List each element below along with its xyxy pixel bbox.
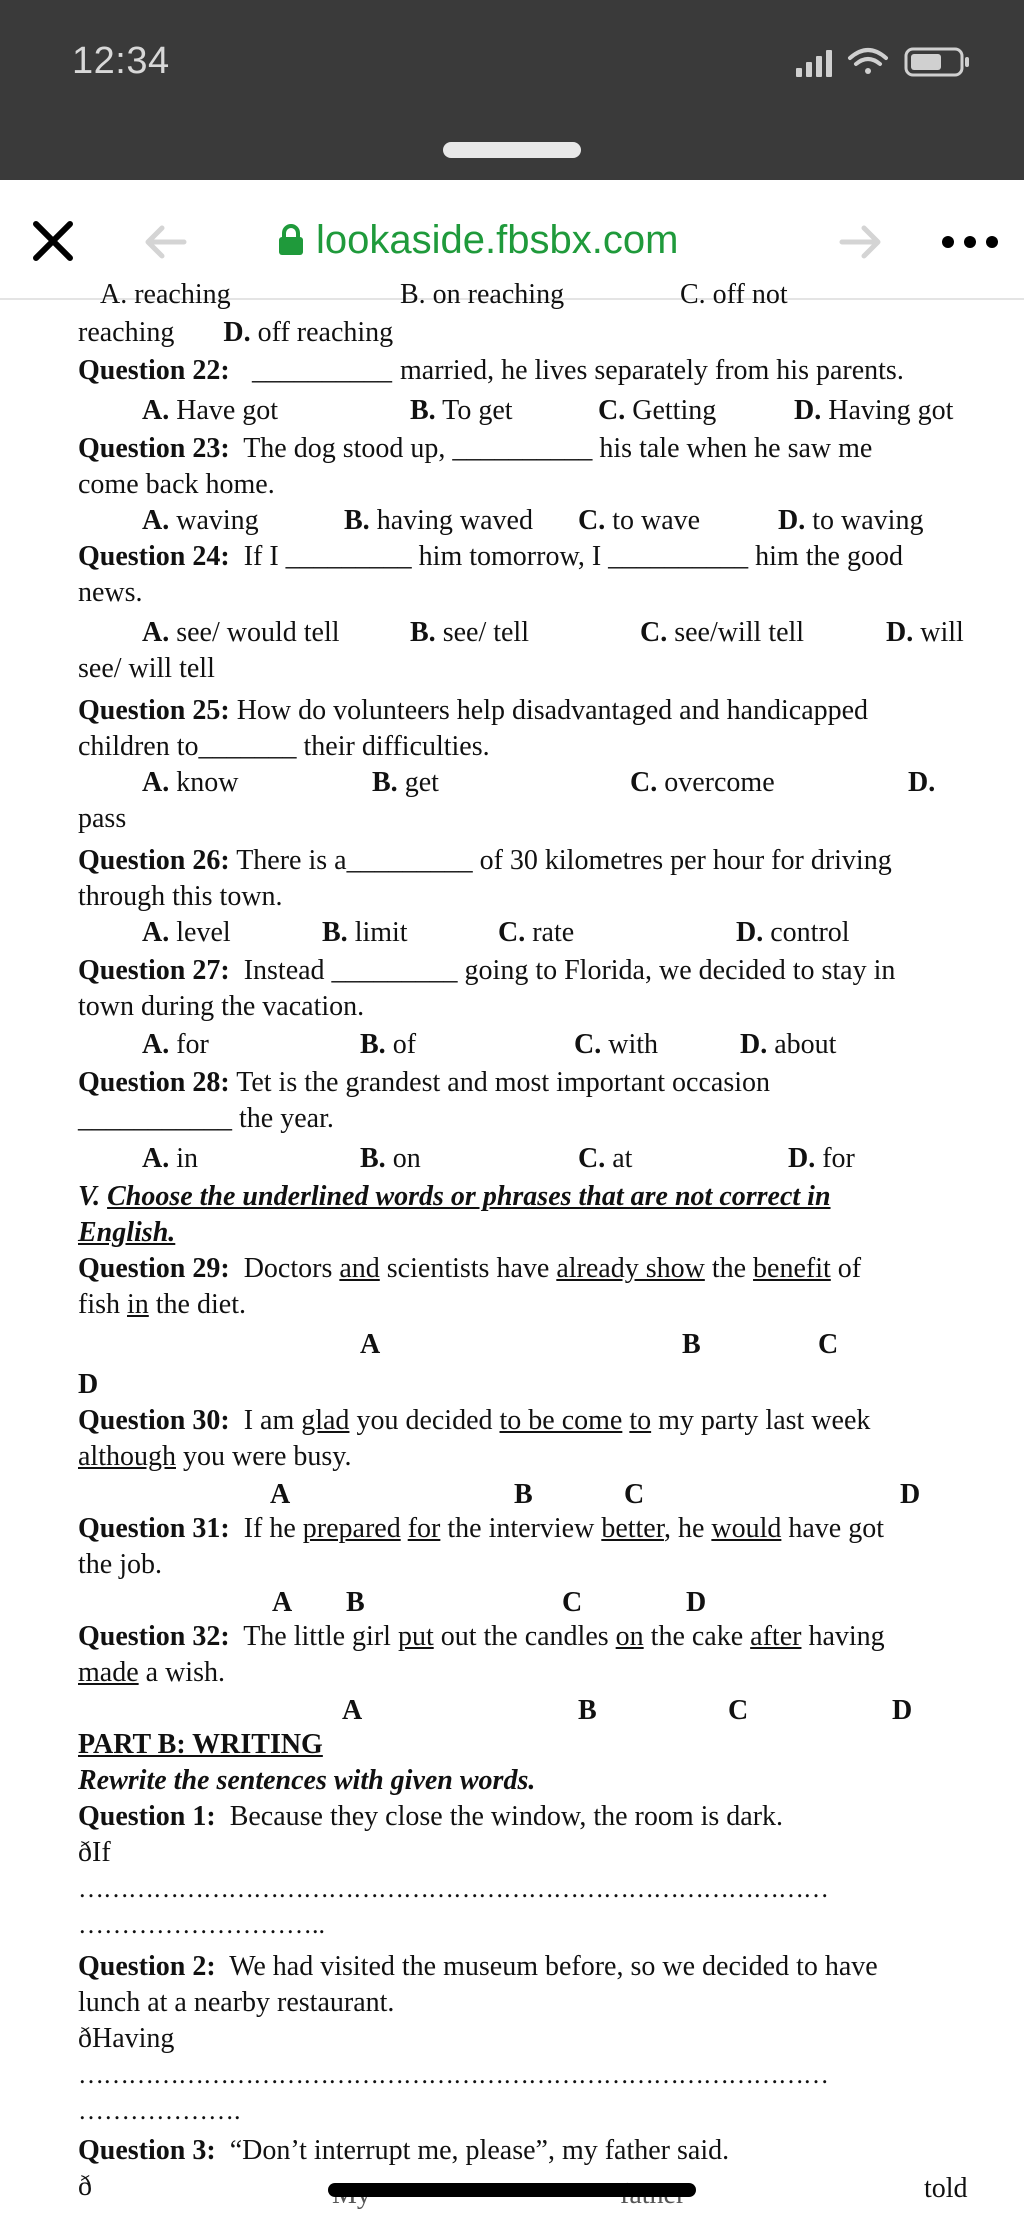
part-b-instruction: Rewrite the sentences with given words. — [78, 1765, 536, 1796]
q23-line2: come back home. — [78, 469, 275, 500]
q29-line1: Question 29: Doctors and scientists have already show the benefit of — [78, 1253, 862, 1284]
q27-line1: Question 27: Instead _________ going to Florida, we decided to stay in — [78, 955, 896, 986]
q30-line2: although you were busy. — [78, 1441, 352, 1472]
q28-line2: ___________ the year. — [78, 1103, 334, 1134]
q22-text: married, he lives separately from his parents. — [400, 355, 904, 386]
section-5-heading-cont: English. — [78, 1217, 176, 1248]
q31-line1: Question 31: If he prepared for the interview better, he would have got — [78, 1513, 885, 1544]
w2-prompt: ðHaving — [78, 2023, 175, 2054]
more-options-icon[interactable] — [936, 230, 1016, 254]
w2-answer-line-cont: ………………. — [78, 2096, 241, 2125]
q23-option-a: A. waving — [142, 505, 259, 536]
close-icon[interactable] — [28, 216, 78, 266]
back-arrow-icon[interactable] — [140, 220, 190, 264]
q24-option-a: A. see/ would tell — [142, 617, 340, 648]
w2-line1: Question 2: We had visited the museum before, so we decided to have — [78, 1951, 878, 1982]
q28-option-c: C. at — [578, 1143, 633, 1174]
q24-option-c: C. see/will tell — [640, 617, 805, 648]
q21-option-b-cut: B. on reaching — [400, 279, 565, 310]
q27-option-a: A. for — [142, 1029, 209, 1060]
q31-line2: the job. — [78, 1549, 162, 1580]
url-bar[interactable] — [278, 214, 758, 266]
w2-answer-line: ……………………………………………………………………………… — [78, 2060, 828, 2089]
q30-marker-c: C — [624, 1479, 645, 1510]
q24-option-b: B. see/ tell — [410, 617, 529, 648]
q27-option-d: D. about — [740, 1029, 837, 1060]
q30-marker-b: B — [514, 1479, 533, 1510]
q22-option-c: C. Getting — [598, 395, 717, 426]
q24-line2: news. — [78, 577, 143, 608]
q23-option-c: C. to wave — [578, 505, 701, 536]
wifi-icon — [850, 50, 886, 74]
q28-option-b: B. on — [360, 1143, 421, 1174]
q21-continuation: reaching D. off reaching — [78, 317, 394, 348]
q27-option-c: C. with — [574, 1029, 659, 1060]
q30-line1: Question 30: I am glad you decided to be come to my party last week — [78, 1405, 871, 1436]
q31-marker-a: A — [272, 1587, 293, 1618]
q26-option-d: D. control — [736, 917, 850, 948]
lock-icon — [278, 224, 304, 256]
q25-option-b: B. get — [372, 767, 439, 798]
q25-option-c: C. overcome — [630, 767, 775, 798]
battery-icon — [906, 49, 969, 75]
w1-answer-line-cont: ……………………….. — [78, 1910, 325, 1939]
q21-option-c-cut: C. off not — [680, 279, 788, 310]
q27-line2: town during the vacation. — [78, 991, 365, 1022]
q24-option-d-cont: see/ will tell — [78, 653, 215, 684]
q25-line1: Question 25: How do volunteers help disadvantaged and handicapped — [78, 695, 869, 726]
q32-line1: Question 32: The little girl put out the candles on the cake after having — [78, 1621, 885, 1652]
q28-option-a: A. in — [142, 1143, 199, 1174]
q21-option-a-cut: A. reaching — [100, 279, 231, 310]
q32-marker-b: B — [578, 1695, 597, 1726]
q31-marker-c: C — [562, 1587, 583, 1618]
q24-line1: Question 24: If I _________ him tomorrow, I __________ him the good — [78, 541, 903, 572]
q26-option-c: C. rate — [498, 917, 575, 948]
part-b-heading: PART B: WRITING — [78, 1729, 323, 1760]
q26-line1: Question 26: There is a_________ of 30 kilometres per hour for driving — [78, 845, 892, 876]
q29-marker-c: C — [818, 1329, 839, 1360]
status-icons — [796, 44, 986, 80]
q32-marker-d: D — [892, 1695, 913, 1726]
q22-blank: __________ — [252, 355, 392, 386]
q29-marker-b: B — [682, 1329, 701, 1360]
forward-arrow-icon[interactable] — [836, 220, 886, 264]
q25-option-d-cont: pass — [78, 803, 127, 834]
w1-line1: Question 1: Because they close the window, the room is dark. — [78, 1801, 784, 1832]
q31-marker-d: D — [686, 1587, 707, 1618]
home-indicator[interactable] — [328, 2183, 696, 2197]
w1-prompt: ðIf — [78, 1837, 111, 1868]
sheet-grabber[interactable] — [443, 142, 581, 158]
q29-marker-d: D — [78, 1369, 99, 1400]
q29-line2: fish in the diet. — [78, 1289, 246, 1320]
q23-line1: Question 23: The dog stood up, __________ his tale when he saw me — [78, 433, 873, 464]
q25-line2: children to_______ their difficulties. — [78, 731, 490, 762]
q28-line1: Question 28: Tet is the grandest and most important occasion — [78, 1067, 770, 1098]
status-time: 12:34 — [72, 40, 170, 82]
q28-option-d: D. for — [788, 1143, 855, 1174]
q22-option-a: A. Have got — [142, 395, 279, 426]
signal-icon — [796, 50, 832, 77]
q23-option-d: D. to waving — [778, 505, 924, 536]
q22-option-d: D. Having got — [794, 395, 954, 426]
w3-prompt: ð — [78, 2171, 92, 2202]
q30-marker-d: D — [900, 1479, 921, 1510]
document-content — [0, 279, 1024, 2217]
section-5-heading: V. Choose the underlined words or phrases that are not correct in — [78, 1181, 831, 1212]
q23-option-b: B. having waved — [344, 505, 533, 536]
q22-label: Question 22: — [78, 355, 230, 386]
q32-marker-c: C — [728, 1695, 749, 1726]
q25-option-d: D. — [908, 767, 936, 798]
browser-sheet — [0, 180, 1024, 2217]
w3-told: told — [924, 2173, 968, 2204]
q26-option-b: B. limit — [322, 917, 408, 948]
q29-marker-a: A — [360, 1329, 381, 1360]
w3-line1: Question 3: “Don’t interrupt me, please”, my father said. — [78, 2135, 730, 2166]
w2-line2: lunch at a nearby restaurant. — [78, 1987, 395, 2018]
q22-option-b: B. To get — [410, 395, 513, 426]
q27-option-b: B. of — [360, 1029, 417, 1060]
q32-marker-a: A — [342, 1695, 363, 1726]
q25-option-a: A. know — [142, 767, 239, 798]
url-text: lookaside.fbsbx.com — [316, 217, 679, 262]
q30-marker-a: A — [270, 1479, 291, 1510]
status-bar — [0, 0, 1024, 180]
q26-line2: through this town. — [78, 881, 283, 912]
q32-line2: made a wish. — [78, 1657, 225, 1688]
q31-marker-b: B — [346, 1587, 365, 1618]
q24-option-d: D. will — [886, 617, 964, 648]
q26-option-a: A. level — [142, 917, 231, 948]
w1-answer-line: ……………………………………………………………………………… — [78, 1874, 828, 1903]
